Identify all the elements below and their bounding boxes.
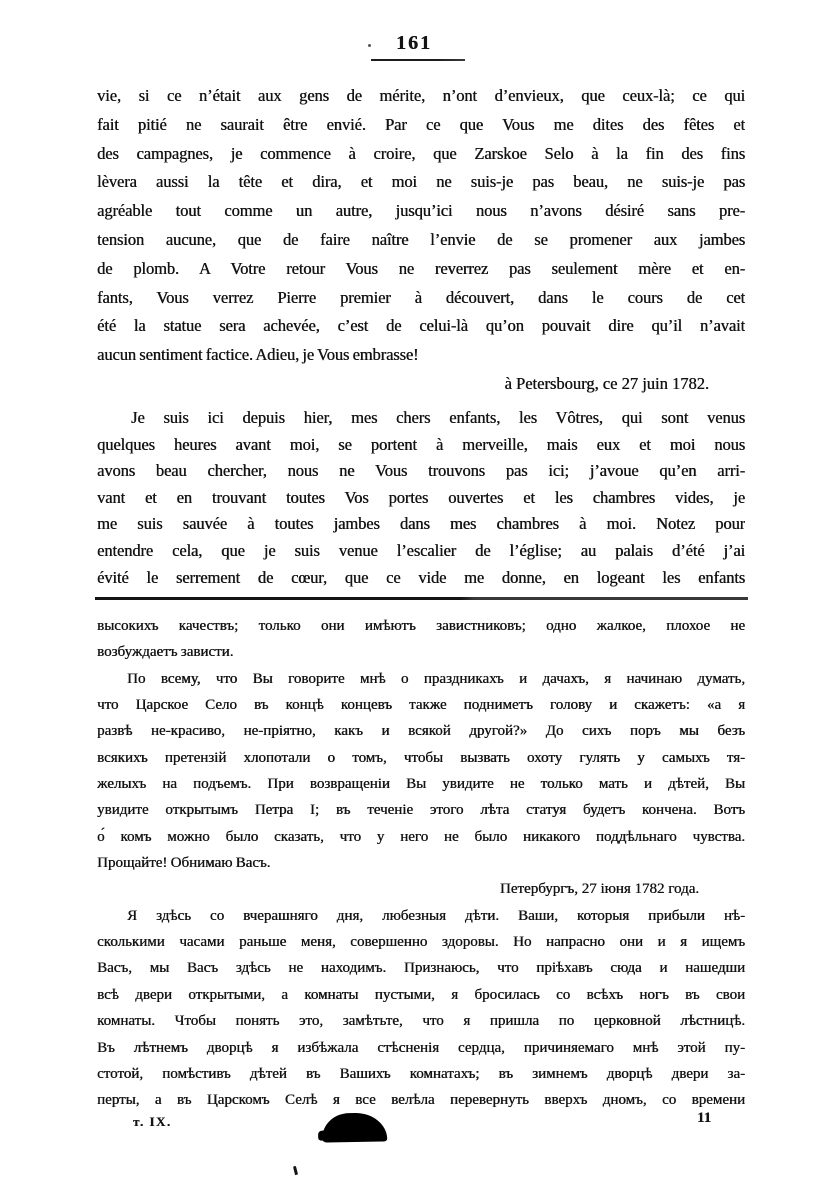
text-line: fait pitié ne saurait être envié. Par ce que Vous me dites des fêtes et [97,114,745,134]
text-line: сколькими часами раньше меня, совершенно здоровы. Но напрасно они и я ищемъ [97,934,745,951]
text-line: Je suis ici depuis hier, mes chers enfants, les Vôtres, qui sont venus [131,407,745,427]
text-line: о́ комъ можно было сказать, что у него не было никакого поддѣльнаго чувства. [97,828,745,845]
text-line: agréable tout comme un autre, jusqu’ici nous n’avons désiré sans pre- [97,201,745,221]
french-dateline: à Petersbourg, ce 27 juin 1782. [504,373,709,393]
text-line: желыхъ на подъемъ. При возвращеніи Вы увидите не только мать и дѣтей, Вы [97,776,745,793]
russian-paragraph-2 [97,666,745,877]
text-line: vant et en trouvant toutes Vos portes ouvertes et les chambres vides, je [97,487,745,507]
text-line: Васъ, мы Васъ здѣсь не находимъ. Признаюсь, что пріѣхавъ сюда и нашедши [97,960,745,977]
text-line: évité le serrement de cœur, que ce vide me donne, en logeant les enfants [97,567,745,587]
text-line: avons beau chercher, nous ne Vous trouvons pas ici; j’avoue qu’en arri- [97,461,745,481]
text-line: vie, si ce n’était aux gens de mérite, n’ont d’envieux, que ceux-là; ce qui [97,86,745,105]
russian-translation-text [97,613,745,1114]
page-number-rule [371,59,465,61]
text-line: Въ лѣтнемъ дворцѣ я избѣжала стѣсненія сердца, причиняемаго мнѣ этой пу- [97,1039,745,1056]
russian-paragraph-3 [97,903,745,1114]
sheet-number: 11 [697,1110,712,1126]
text-line: Я здѣсь со вчерашняго дня, любезныя дѣти. Ваши, которыя прибыли нѣ- [127,907,745,924]
text-line: lèvera aussi la tête et dira, et moi ne suis-je pas beau, ne suis-je pas [97,172,745,192]
russian-paragraph-1 [97,613,745,666]
text-line: des campagnes, je commence à croire, que Zarskoe Selo à la fin des fins [97,143,745,163]
text-line: me suis sauvée à toutes jambes dans mes chambres à moi. Notez pour [97,514,745,534]
text-line: de plomb. A Votre retour Vous ne reverrez pas seulement mère et en- [97,258,745,278]
page-number: 161 [396,32,432,54]
text-line: что Царское Село въ концѣ концевъ также подниметъ голову и скажетъ: «а я [97,697,745,714]
text-line: aucun sentiment factice. Adieu, je Vous embrasse! [97,345,419,365]
volume-label: т. IX. [133,1114,172,1129]
footnote-separator-rule [95,597,748,600]
french-letter-text [97,82,745,591]
text-line: развѣ не-красиво, не-пріятно, какъ и всякой другой?» До сихъ поръ мы безъ [97,723,745,740]
text-line: entendre cela, que je suis venue l’escalier de l’église; au palais d’été j’ai [97,540,745,560]
french-paragraph-1 [97,82,745,370]
text-line: всякихъ претензій хлопотали о томъ, чтобы вызвать охоту гулять у самыхъ тя- [97,749,745,766]
text-line: tension aucune, que de faire naître l’envie de se promener aux jambes [97,229,745,249]
text-line: всѣ двери открытыми, а комнаты пустыми, я бросилась со всѣхъ ногъ въ свои [97,986,745,1003]
text-line: перты, а въ Царскомъ Селѣ я все велѣла перевернуть вверхъ дномъ, со времени [97,1092,745,1109]
ink-blot-artifact [322,1112,387,1142]
text-line: стотой, помѣстивъ дѣтей въ Вашихъ комнатахъ; въ зимнемъ дворцѣ двери за- [97,1065,745,1082]
french-paragraph-2 [97,405,745,591]
russian-dateline: Петербургъ, 27 іюня 1782 года. [499,881,699,898]
ink-speck [368,44,371,47]
text-line: quelques heures avant moi, se portent à merveille, mais eux et moi nous [97,434,745,454]
text-line: высокихъ качествъ; только они имѣютъ завистниковъ; одно жалкое, плохое не [97,618,745,634]
text-line: Прощайте! Обнимаю Васъ. [97,855,271,872]
text-line: fants, Vous verrez Pierre premier à découvert, dans le cours de cet [97,287,745,307]
text-line: По всему, что Вы говорите мнѣ о праздникахъ и дачахъ, я начинаю думать, [127,670,745,687]
text-line: été la statue sera achevée, c’est de celui-là qu’on pouvait dire qu’il n’avait [97,316,745,336]
text-line: комнаты. Чтобы понять это, замѣтьте, что я пришла по церковной лѣстницѣ. [97,1013,745,1030]
text-line: увидите открытымъ Петра I; въ теченіе этого лѣта статуя будетъ кончена. Вотъ [97,802,745,819]
text-line: возбуждаетъ зависти. [97,644,234,661]
stray-ink-mark [293,1166,298,1175]
